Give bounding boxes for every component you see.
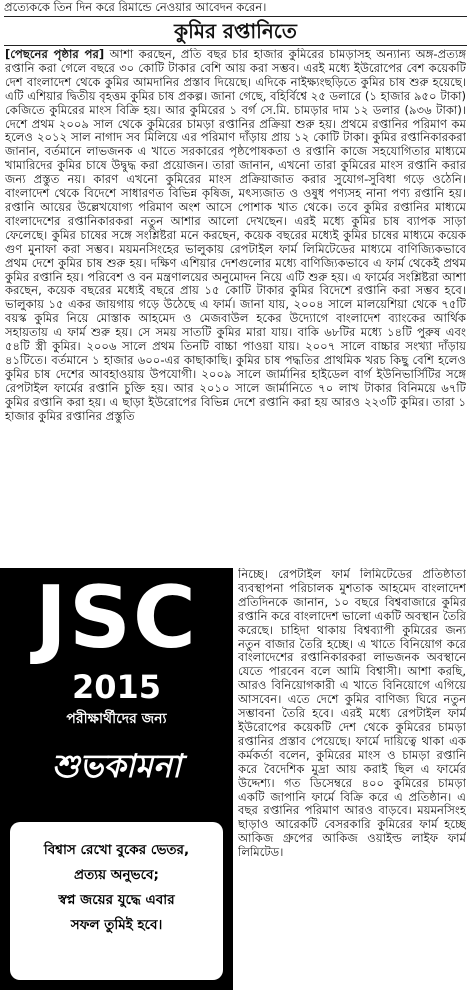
ad-verse-line: বিশ্বাস রেখো বুকের ভেতর, [43, 842, 190, 858]
ad-greeting: শুভকামনা [51, 747, 182, 785]
ad-title: JSC [34, 568, 199, 668]
headline-divider [4, 45, 467, 46]
ad-verse-box [10, 822, 223, 980]
previous-article-tail: প্রত্যেককে তিন দিন করে রিমান্ডে নেওয়ার আবেদন করেন। [4, 0, 267, 14]
ad-verse-line: স্বপ্ন জয়ের যুদ্ধে এবার [58, 892, 175, 908]
article-body-column2: নিচ্ছে। রেপটাইল ফার্ম লিমিটেডের প্রতিষ্ঠাতা ব্যবস্থাপনা পরিচালক মুশতাক আহমেদ বাংলাদেশ প্রতিদিনকে জানান, ১০ বছরে বিশ্ববাজারে কুমির রপ্তানি করে বাংলাদেশ ভালো একটি অবস্থান তৈরি করেছে। চাহিদা থাকায় বিশ্বব্যাপী কুমিরের জন্য নতুন বাজার তৈরি হচ্ছে। এ খাতে বিনিয়োগ করে বাংলাদেশের রপ্তানিকারকরা লাভজনক অবস্থানে যেতে পারবেন বলে আমি বিশ্বাসী। আশা করছি, আরও বিনিয়োগকারী এ খাতে বিনিয়োগে এগিয়ে আসবেন। এতে দেশে কুমির বাণিজ্য ঘিরে নতুন সম্ভাবনা তৈরি হবে। এরই মধ্যে রেপটাইল ফার্ম ইউরোপের কয়েকটি দেশ থেকে কুমিরের চামড়া রপ্তানির প্রস্তাব পেয়েছে। ফার্মে দায়িত্বে থাকা এক কর্মকর্তা বলেন, কুমিরের মাংস ও চামড়া রপ্তানি করে বৈদেশিক মুদ্রা আয় করাই ছিল এ ফার্মের উদ্দেশ্য। গত ডিসেম্বরে ৪০০ কুমিরের চামড়া একটি জাপানি ফার্মে বিক্রি করে এ প্রতিষ্ঠান। এ বছর রপ্তানির পরিমাণ আরও বাড়বে। ময়মনসিংহ ছাড়াও আরেকটি বেসরকারি কুমিরের ফার্ম হচ্ছে আকিজ গ্রুপের আকিজ ওয়াইল্ড লাইফ ফার্ম লিমিটেড। [238, 568, 466, 860]
ad-verse-line: সফল তুমিই হবে। [70, 917, 163, 933]
ad-verse-line: প্রত্যয় অনুভবে; [74, 867, 159, 883]
article-body-text: আশা করছেন, প্রতি বছর চার হাজার কুমিরের চামড়াসহ অন্যান্য অঙ্গ-প্রত্যঙ্গ রপ্তানি করা গেলে বছরে ৩০ কোটি টাকার বেশি আয় করা সম্ভব। এরই মধ্যে ইউরোপের বেশ কয়েকটি দেশ বাংলাদেশ থেকে কুমির আমদানির প্রস্তাব দিয়েছে। এদিকে নাইক্ষ্যংছড়িতে কুমির চাষ শুরু হয়েছে। এটি এশিয়ার দ্বিতীয় বৃহত্তম কুমির চাষ প্রকল্প। জানা গেছে, বহির্বিশ্বে ২৫ ডলারে (১ হাজার ৯৫০ টাকা) কেজিতে কুমিরের মাংস বিক্রি হয়। আর কুমিরের ১ বর্গ সে.মি. চামড়ার দাম ১২ ডলার (৯৩৬ টাকা)। দেশে প্রথম ২০০৯ সাল থেকে কুমিরের চামড়া রপ্তানির প্রক্রিয়া শুরু হয়। প্রথমে রপ্তানির পরিমাণ কম হলেও ২০১২ সাল নাগাদ সব মিলিয়ে এর পরিমাণ দাঁড়ায় প্রায় ১২ কোটি টাকা। কুমির রপ্তানিকারকরা জানান, বর্তমানে লাভজনক এ খাতে সরকারের পৃষ্ঠপোষকতা ও রপ্তানি কাজে সহযোগিতার মাধ্যমে খামারিদের কুমির চাষে উদ্বুদ্ধ করা প্রয়োজন। তারা জানান, এখনো তারা কুমিরের মাংস রপ্তানি করার জন্য প্রস্তুত নয়। কারণ এখনো কুমিরের মাংস প্রক্রিয়াজাত করার সুযোগ-সুবিধা গড়ে ওঠেনি। বাংলাদেশ থেকে বিদেশে সাধারণত বিভিন্ন কৃষিজ, মৎস্যজাত ও ওষুধ পণ্যসহ নানা পণ্য রপ্তানি হয়। রপ্তানি আয়ের উল্লেখযোগ্য পরিমাণ অংশ আসে পোশাক খাত থেকে। তবে কুমির রপ্তানির মাধ্যমে বাংলাদেশের রপ্তানিকারকরা নতুন আশার আলো দেখছেন। এরই মধ্যে কুমির চাষ ব্যাপক সাড়া ফেলেছে। কুমির চাষের সঙ্গে সংশ্লিষ্টরা মনে করছেন, কয়েক বছরের মধ্যেই কুমির চাষের মাধ্যমে কয়েক গুণ মুনাফা করা সম্ভব। ময়মনসিংহের ভালুকায় রেপটাইল ফার্ম লিমিটেডের মাধ্যমে বাণিজ্যিকভাবে প্রথম দেশে কুমির চাষ শুরু হয়। দক্ষিণ এশিয়ার দেশগুলোর মধ্যে বাণিজ্যিকভাবে এ ফার্ম থেকেই প্রথম কুমির রপ্তানি হয়। পরিবেশ ও বন মন্ত্রণালয়ের অনুমোদন নিয়ে এটি শুরু হয়। এ ফার্মের সংশ্লিষ্টরা আশা করছেন, কয়েক বছরের মধ্যেই বছরে প্রায় ১৫ কোটি টাকার কুমির বিদেশে রপ্তানি করা সম্ভব হবে। ভালুকায় ১৫ একর জায়গায় গড়ে উঠেছে এ ফার্ম। জানা যায়, ২০০৪ সালে মালয়েশিয়া থেকে ৭৫টি বয়স্ক কুমির নিয়ে মোস্তাক আহমেদ ও মেজবাউল হকের উদ্যোগে বাংলাদেশ ব্যাংকের আর্থিক সহায়তায় এ ফার্ম শুরু হয়। সে সময় সাতটি কুমির মারা যায়। বাকি ৬৮টির মধ্যে ১৪টি পুরুষ এবং ৫৪টি স্ত্রী কুমির। ২০০৬ সালে প্রথম তিনটি বাচ্চা পাওয়া যায়। ২০০৭ সালে বাচ্চার সংখ্যা দাঁড়ায় ৪১টিতে। বর্তমানে ১ হাজার ৬০০-এর কাছাকাছি। কুমির চাষ পদ্ধতির প্রাথমিক খরচ কিছু বেশি হলেও কুমির চাষ দেশের আবহাওয়ায় উপযোগী। ২০০৯ সালে জার্মানির হাইডেল বার্গ ইউনিভার্সিটির সঙ্গে রেপটাইল ফার্মের রপ্তানি চুক্তি হয়। আর ২০১০ সালে জার্মানিতে ৭০ লাখ টাকার বিনিময়ে ৬৭টি কুমির রপ্তানি করা হয়। এ ছাড়া ইউরোপের বিভিন্ন দেশে রপ্তানি করা হয় আরও ২২৩টি কুমির। তারা ১ হাজার কুমির রপ্তানির প্রস্তুতি [5, 48, 466, 423]
article-body [5, 48, 466, 566]
article-headline: কুমির রপ্তানিতে [174, 19, 297, 43]
jsc-advertisement [0, 568, 233, 990]
continued-tag: [পেছনের পৃষ্ঠার পর] [5, 48, 105, 61]
ad-year: 2015 [71, 668, 162, 706]
ad-audience: পরীক্ষার্থীদের জন্য [66, 711, 167, 727]
